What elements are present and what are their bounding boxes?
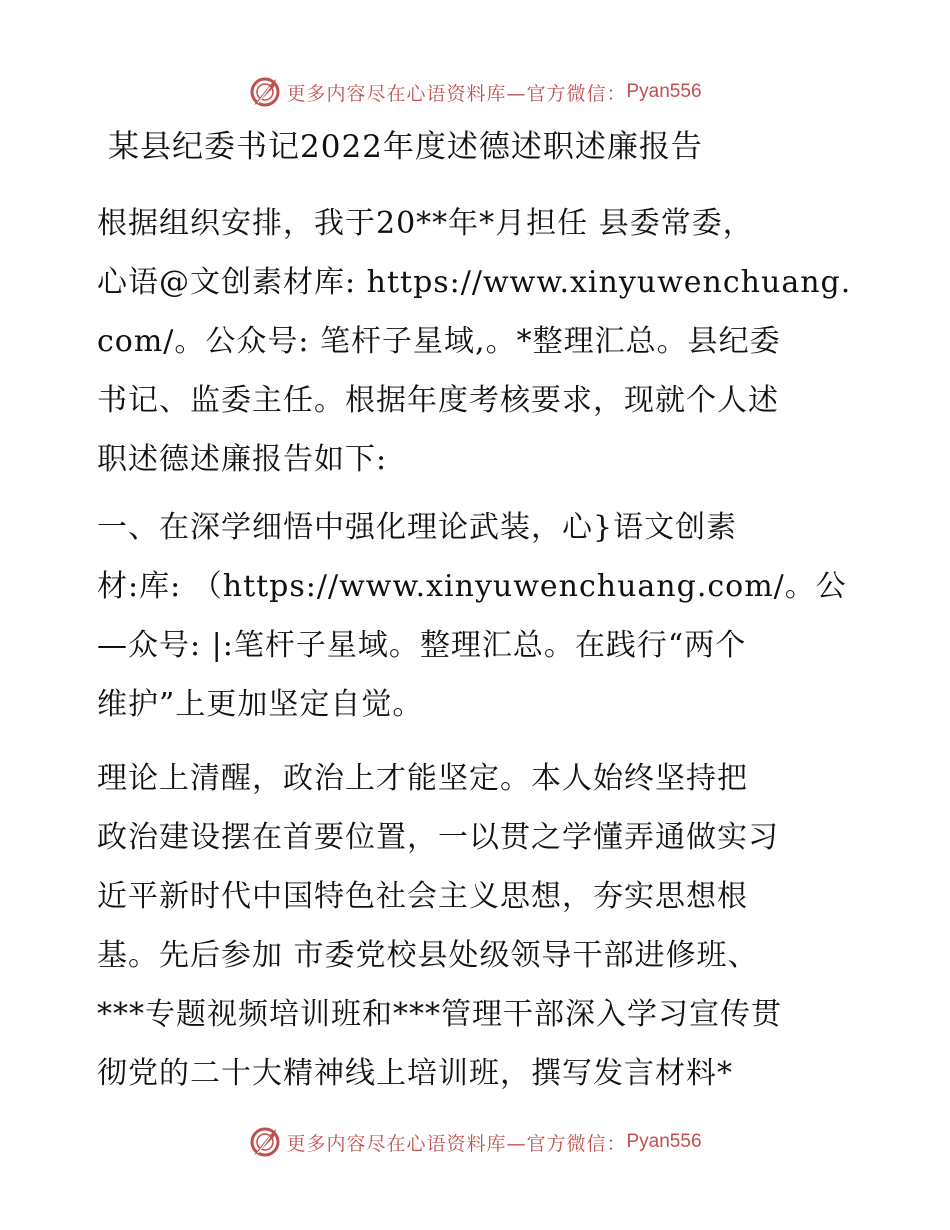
paragraph-line: com/。公众号: 笔杆子星域,。*整理汇总。县纪委 xyxy=(97,324,781,359)
paragraph-line: 近平新时代中国特色社会主义思想，夯实思想根 xyxy=(97,879,748,914)
paragraph-line: 政治建设摆在首要位置，一以贯之学懂弄通做实习 xyxy=(97,820,779,855)
paragraph-line: 一、在深学细悟中强化理论武装，心}语文创素 xyxy=(97,510,738,545)
paragraph-line: —众号: |:笔杆子星域。整理汇总。在践行“两个 xyxy=(97,628,747,663)
quill-pen-logo-icon xyxy=(248,1125,282,1159)
header-wechat-id: Pyan556 xyxy=(626,81,702,102)
paragraph-line: ***专题视频培训班和***管理干部深入学习宣传贯 xyxy=(97,997,782,1032)
paragraph-line: 维护”上更加坚定自觉。 xyxy=(97,687,424,722)
paragraph-line: 书记、监委主任。根据年度考核要求，现就个人述 xyxy=(97,383,779,418)
header-banner xyxy=(0,72,950,112)
paragraph-line: 彻党的二十大精神线上培训班，撰写发言材料* xyxy=(97,1056,733,1091)
quill-pen-logo-icon xyxy=(248,75,282,109)
header-banner-text: 更多内容尽在心语资料库—官方微信： xyxy=(286,82,627,105)
paragraph-theory xyxy=(97,749,857,1103)
paragraph-section-one xyxy=(97,498,857,734)
document-title: 某县纪委书记2022年度述德述职述廉报告 xyxy=(108,129,703,165)
paragraph-line: 心语@文创素材库: https://www.xinyuwenchuang. xyxy=(97,265,852,300)
footer-wechat-id: Pyan556 xyxy=(626,1131,702,1152)
footer-banner xyxy=(0,1122,950,1162)
footer-banner-text: 更多内容尽在心语资料库—官方微信： xyxy=(286,1132,627,1155)
paragraph-line: 基。先后参加 市委党校县处级领导干部进修班、 xyxy=(97,938,759,973)
paragraph-intro xyxy=(97,194,857,489)
paragraph-line: 职述德述廉报告如下: xyxy=(97,442,388,477)
paragraph-line: 理论上清醒，政治上才能坚定。本人始终坚持把 xyxy=(97,761,748,796)
paragraph-line: 根据组织安排，我于20**年*月担任 县委常委， xyxy=(97,206,754,241)
paragraph-line: 材:库: （https://www.xinyuwenchuang.com/。公 xyxy=(97,569,847,604)
